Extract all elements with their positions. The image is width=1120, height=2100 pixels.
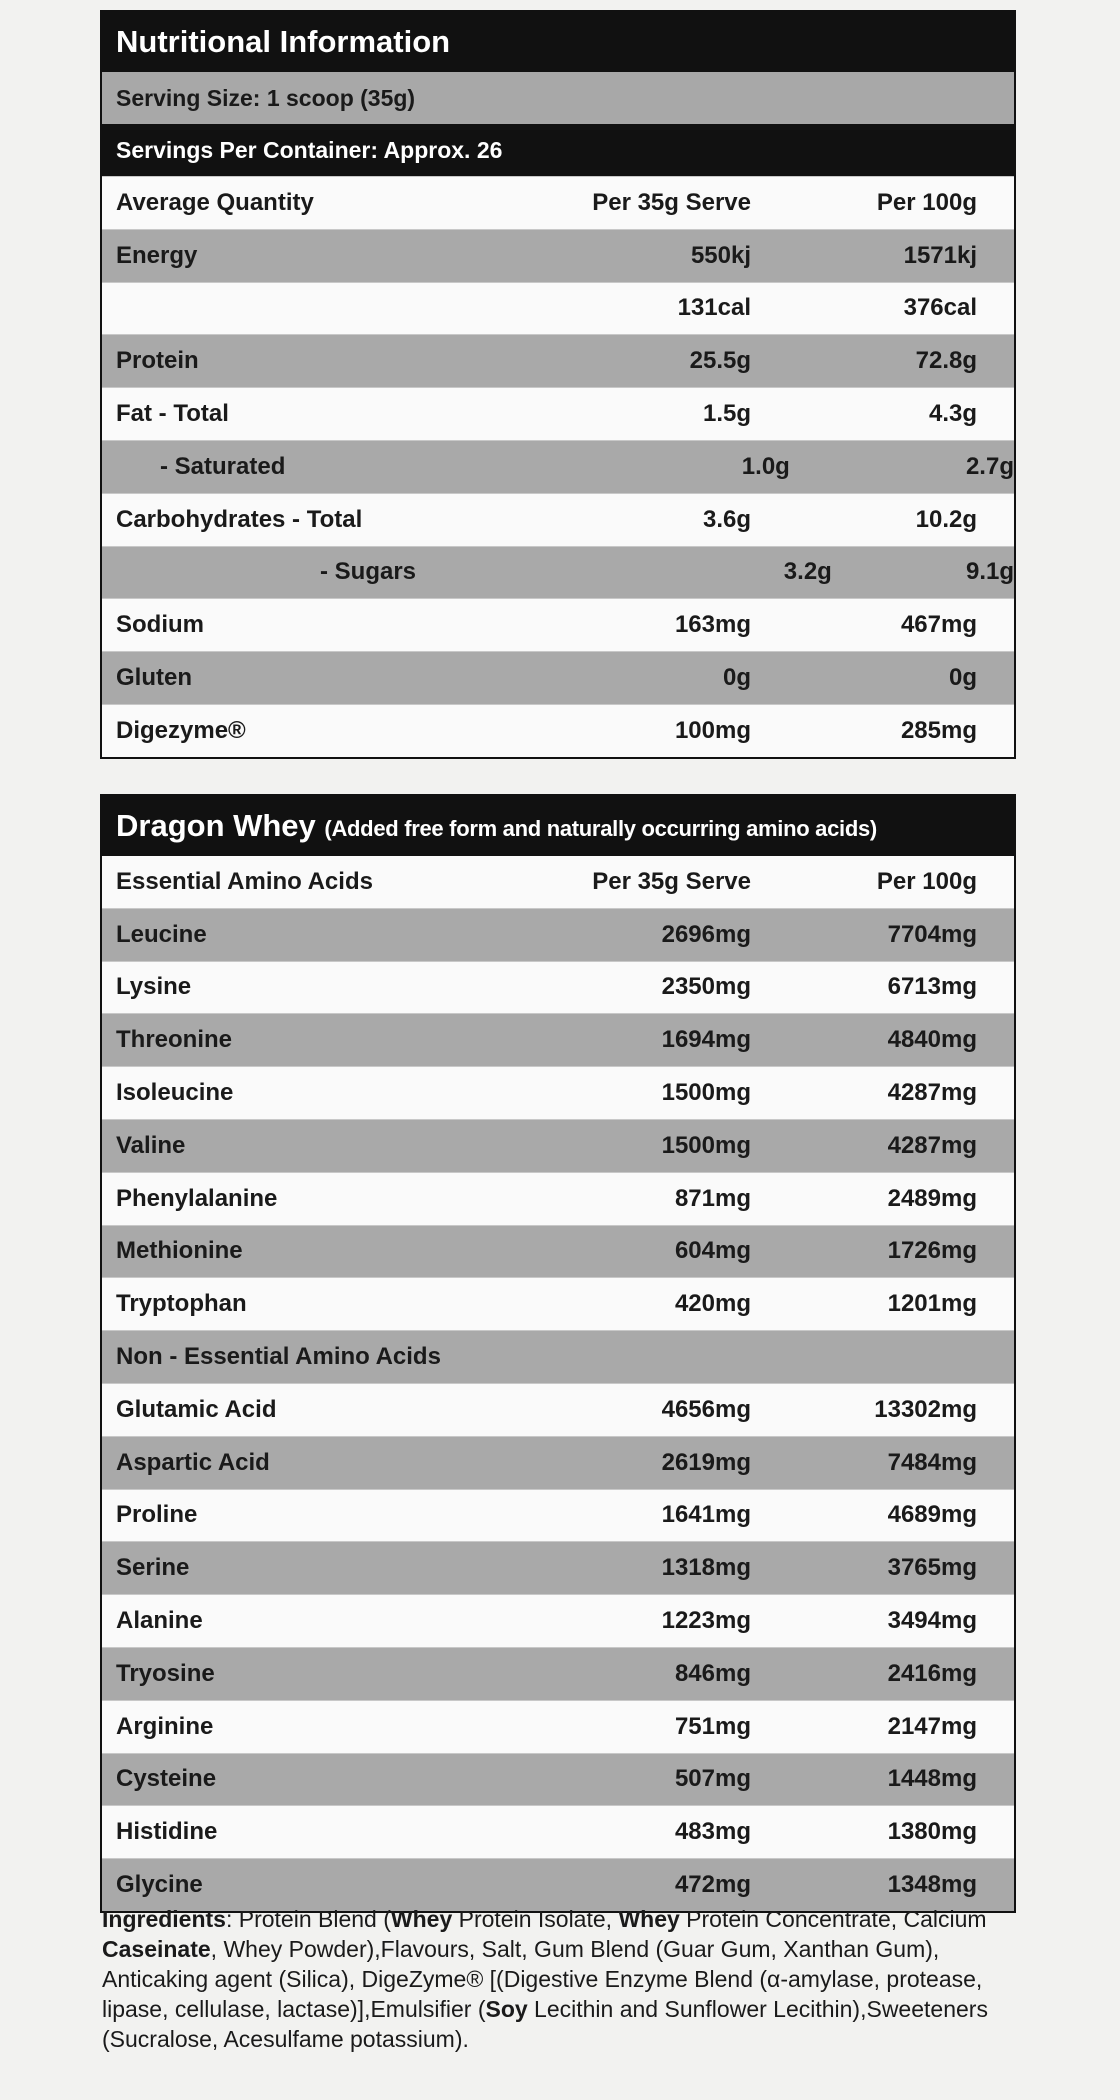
- row-per-100g: 9.1g: [965, 558, 1014, 586]
- table-row: [102, 282, 1014, 335]
- amino-title-main: Dragon Whey: [116, 808, 316, 843]
- row-per-100g: 2416mg: [887, 1659, 977, 1687]
- row-per-100g: 7704mg: [887, 920, 977, 948]
- row-label: Histidine: [116, 1818, 218, 1846]
- row-per-serve: 420mg: [674, 1290, 751, 1318]
- row-per-100g: 6713mg: [887, 973, 977, 1001]
- table-row: [102, 334, 1014, 387]
- row-per-100g: 3765mg: [887, 1554, 977, 1582]
- table-row: [102, 908, 1014, 961]
- table-row: [102, 1805, 1014, 1858]
- table-row: [102, 1594, 1014, 1647]
- table-row: [102, 1066, 1014, 1119]
- row-per-serve: 4656mg: [661, 1395, 751, 1423]
- row-per-100g: 10.2g: [915, 505, 977, 533]
- amino-title: [102, 796, 1014, 856]
- row-label: Proline: [116, 1501, 198, 1529]
- row-per-serve: 751mg: [674, 1712, 751, 1740]
- row-label: Phenylalanine: [116, 1184, 278, 1212]
- row-label: Tryosine: [116, 1659, 215, 1687]
- row-per-100g: 7484mg: [887, 1448, 977, 1476]
- row-label: Protein: [116, 347, 199, 375]
- table-row: [102, 1541, 1014, 1594]
- table-row: [102, 1172, 1014, 1225]
- ingredients-segment: Lecithin and Sunflower Lecithin),Sweeteners (Sucralose, Acesulfame potassium).: [102, 1996, 988, 2052]
- row-label: Cysteine: [116, 1765, 217, 1793]
- row-per-100g: 1201mg: [887, 1290, 977, 1318]
- row-per-serve: 507mg: [674, 1765, 751, 1793]
- row-label: Sodium: [116, 611, 204, 639]
- table-row: [102, 961, 1014, 1014]
- table-row: [102, 598, 1014, 651]
- non-essential-rows: [102, 1383, 1014, 1911]
- table-row: [102, 1225, 1014, 1278]
- row-per-serve: 604mg: [674, 1237, 751, 1265]
- row-per-100g: 13302mg: [874, 1395, 977, 1423]
- row-label: Digezyme®: [116, 716, 246, 744]
- ingredients-segment: Soy: [485, 1996, 528, 2022]
- table-row: [102, 1700, 1014, 1753]
- table-row: [102, 440, 1014, 493]
- header-per-serve: Per 35g Serve: [592, 867, 751, 895]
- row-per-serve: 25.5g: [689, 347, 751, 375]
- row-label: Lysine: [116, 973, 192, 1001]
- row-label: Gluten: [116, 664, 192, 692]
- row-per-serve: 3.6g: [702, 505, 751, 533]
- table-row: [102, 229, 1014, 282]
- servings-per-container: Servings Per Container: Approx. 26: [102, 124, 1014, 176]
- ingredients-label: Ingredients: [102, 1906, 226, 1932]
- row-label: Threonine: [116, 1026, 233, 1054]
- ingredients-text: [102, 1904, 1040, 2054]
- row-label: Arginine: [116, 1712, 214, 1740]
- row-label: Methionine: [116, 1237, 243, 1265]
- table-row: [102, 1753, 1014, 1806]
- row-per-100g: 2147mg: [887, 1712, 977, 1740]
- row-per-serve: 1500mg: [661, 1079, 751, 1107]
- header-per-100g: Per 100g: [876, 867, 977, 895]
- row-label: Isoleucine: [116, 1079, 234, 1107]
- row-per-serve: 100mg: [674, 716, 751, 744]
- table-row: [102, 651, 1014, 704]
- ingredients-segment: Protein Isolate,: [452, 1906, 619, 1932]
- row-label: Energy: [116, 241, 198, 269]
- row-label: Tryptophan: [116, 1290, 247, 1318]
- row-label: Glycine: [116, 1871, 203, 1899]
- row-per-serve: 131cal: [677, 294, 751, 322]
- non-essential-heading: Non - Essential Amino Acids: [116, 1343, 441, 1371]
- row-label: - Saturated: [160, 452, 286, 480]
- row-label: Valine: [116, 1131, 186, 1159]
- header-label: Average Quantity: [116, 188, 314, 216]
- row-per-100g: 4840mg: [887, 1026, 977, 1054]
- row-label: Glutamic Acid: [116, 1395, 277, 1423]
- row-per-100g: 1726mg: [887, 1237, 977, 1265]
- nutrition-rows: [102, 229, 1014, 757]
- table-row: [102, 1277, 1014, 1330]
- row-per-serve: 1.5g: [702, 400, 751, 428]
- row-label: Fat - Total: [116, 400, 229, 428]
- ingredients-segment: , Whey Powder),Flavours, Salt, Gum Blend (Guar Gum, Xanthan Gum), Anticaking agent (Silica), DigeZyme® [(Digestive Enzyme Blend (α-amylase, protease, lipase, cellulase, lactase)],Emulsifier (: [102, 1936, 983, 2022]
- ingredients-segment: Caseinate: [102, 1936, 211, 1962]
- row-per-serve: 483mg: [674, 1818, 751, 1846]
- row-per-100g: 1380mg: [887, 1818, 977, 1846]
- row-per-100g: 1448mg: [887, 1765, 977, 1793]
- row-label: Aspartic Acid: [116, 1448, 270, 1476]
- amino-panel: [100, 794, 1016, 1913]
- row-label: Serine: [116, 1554, 190, 1582]
- row-per-100g: 285mg: [900, 716, 977, 744]
- amino-header-row: [102, 856, 1014, 908]
- ingredients-segment: : Protein Blend (: [225, 1906, 391, 1932]
- header-per-100g: Per 100g: [876, 188, 977, 216]
- row-label: Alanine: [116, 1607, 203, 1635]
- row-per-serve: 163mg: [674, 611, 751, 639]
- row-per-serve: 846mg: [674, 1659, 751, 1687]
- row-per-100g: 4287mg: [887, 1131, 977, 1159]
- row-per-serve: 2350mg: [661, 973, 751, 1001]
- ingredients-segment: Whey: [390, 1906, 453, 1932]
- row-per-100g: 4287mg: [887, 1079, 977, 1107]
- row-per-serve: 472mg: [674, 1871, 751, 1899]
- row-per-100g: 2.7g: [965, 452, 1014, 480]
- row-per-100g: 1571kj: [903, 241, 977, 269]
- table-row: [102, 546, 1014, 599]
- ingredients-body: [102, 1906, 988, 2052]
- row-per-serve: 1.0g: [741, 452, 790, 480]
- row-label: Leucine: [116, 920, 207, 948]
- table-row: [102, 704, 1014, 757]
- row-per-serve: 1641mg: [661, 1501, 751, 1529]
- row-per-100g: 2489mg: [887, 1184, 977, 1212]
- row-per-serve: 550kj: [690, 241, 751, 269]
- row-label: - Sugars: [320, 558, 417, 586]
- row-per-serve: 1318mg: [661, 1554, 751, 1582]
- table-row: [102, 1489, 1014, 1542]
- row-per-100g: 4.3g: [928, 400, 977, 428]
- table-row: [102, 387, 1014, 440]
- table-row: [102, 1119, 1014, 1172]
- row-per-serve: 1500mg: [661, 1131, 751, 1159]
- row-per-100g: 467mg: [900, 611, 977, 639]
- header-per-serve: Per 35g Serve: [592, 188, 751, 216]
- row-per-100g: 4689mg: [887, 1501, 977, 1529]
- nutrition-header-row: [102, 176, 1014, 229]
- row-per-serve: 1223mg: [661, 1607, 751, 1635]
- row-per-serve: 0g: [722, 664, 751, 692]
- row-per-serve: 2619mg: [661, 1448, 751, 1476]
- serving-size: Serving Size: 1 scoop (35g): [102, 72, 1014, 124]
- table-row: [102, 1383, 1014, 1436]
- row-label: Carbohydrates - Total: [116, 505, 363, 533]
- row-per-serve: 3.2g: [783, 558, 832, 586]
- table-row: [102, 1436, 1014, 1489]
- row-per-100g: 3494mg: [887, 1607, 977, 1635]
- row-per-100g: 72.8g: [915, 347, 977, 375]
- row-per-100g: 1348mg: [887, 1871, 977, 1899]
- nutrition-title: Nutritional Information: [102, 12, 1014, 72]
- non-essential-heading-row: [102, 1330, 1014, 1383]
- essential-rows: [102, 908, 1014, 1330]
- table-row: [102, 1013, 1014, 1066]
- ingredients-segment: Protein Concentrate, Calcium: [679, 1906, 987, 1932]
- amino-title-sub: (Added free form and naturally occurring amino acids): [324, 816, 877, 841]
- nutrition-panel: [100, 10, 1016, 759]
- ingredients-segment: Whey: [618, 1906, 680, 1932]
- row-per-100g: 376cal: [903, 294, 977, 322]
- row-per-serve: 1694mg: [661, 1026, 751, 1054]
- row-per-100g: 0g: [948, 664, 977, 692]
- row-per-serve: 871mg: [674, 1184, 751, 1212]
- table-row: [102, 493, 1014, 546]
- row-per-serve: 2696mg: [661, 920, 751, 948]
- header-label: Essential Amino Acids: [116, 867, 373, 895]
- table-row: [102, 1647, 1014, 1700]
